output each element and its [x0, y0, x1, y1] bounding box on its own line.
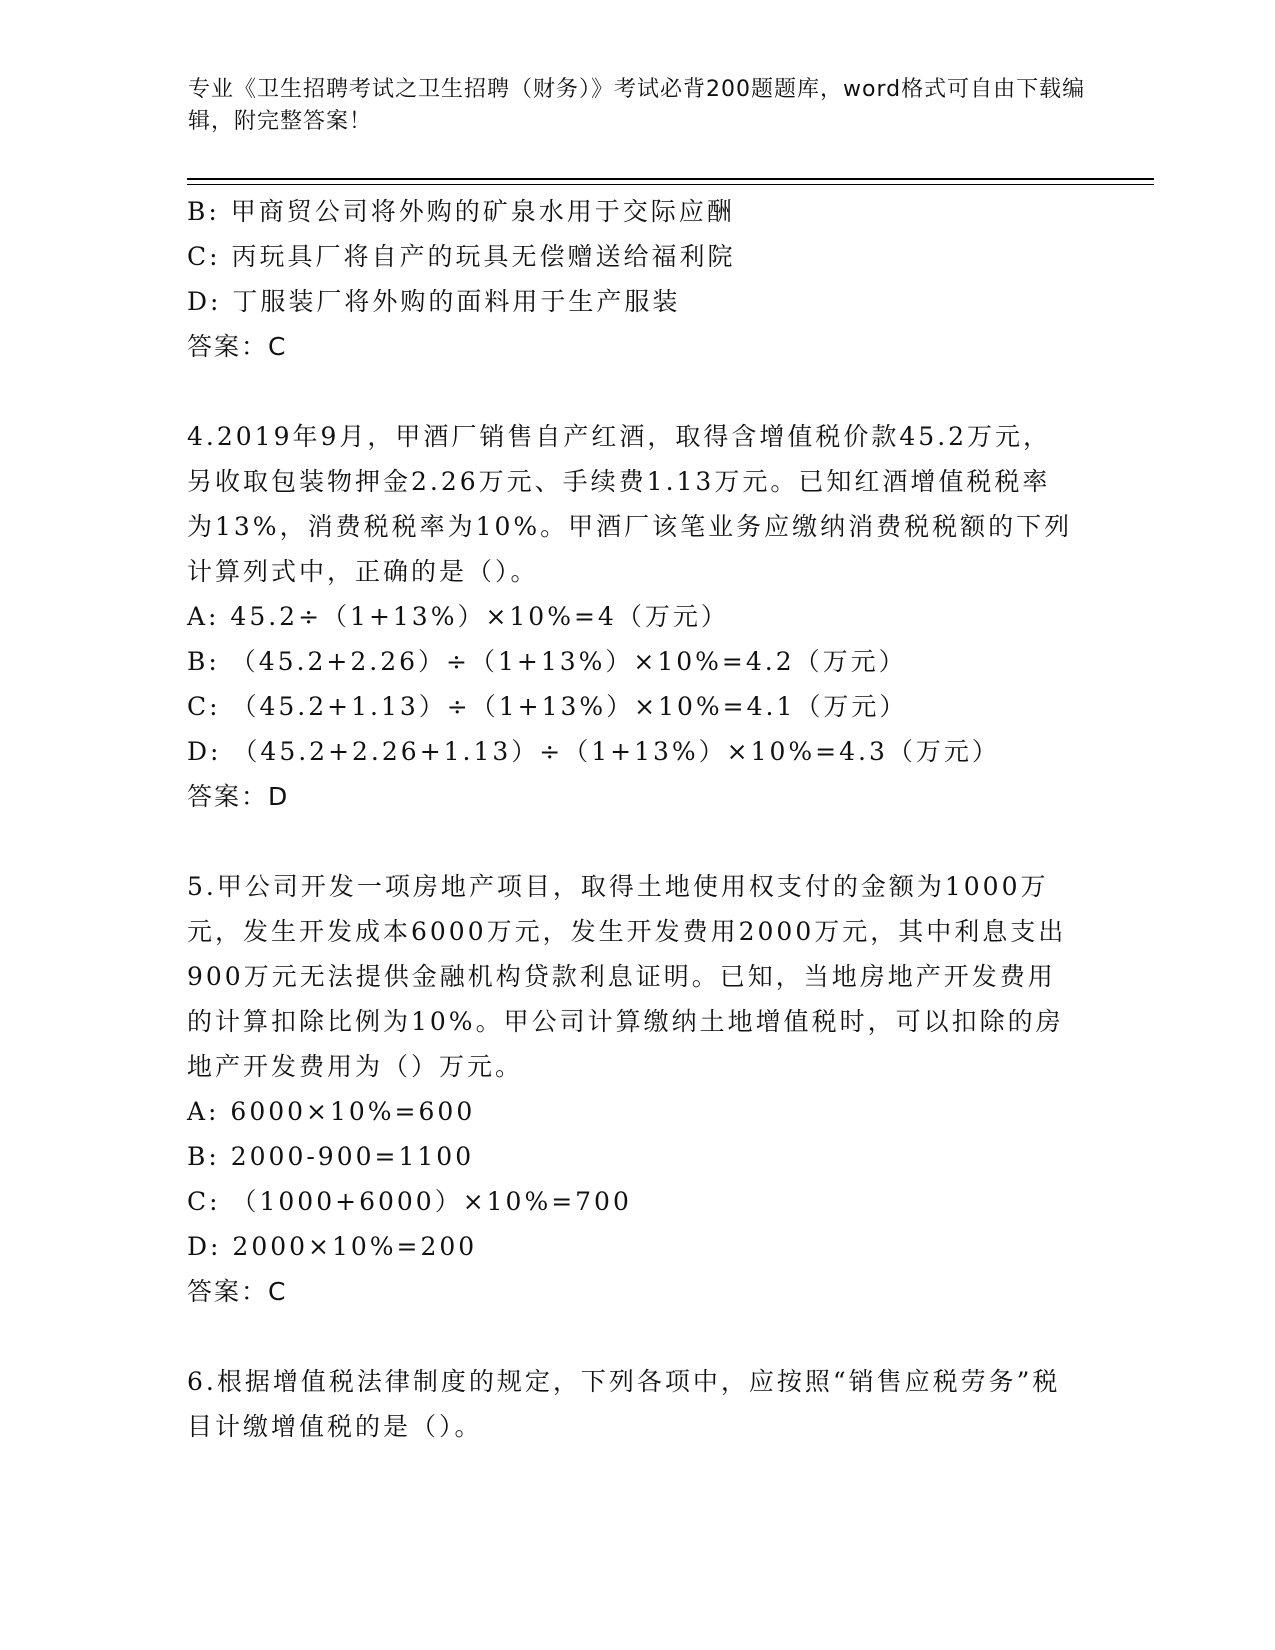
answer: 答案：D [187, 782, 290, 811]
question-text: 6.根据增值税法律制度的规定，下列各项中，应按照“销售应税劳务”税目计缴增值税的是（）。 [187, 1367, 1061, 1441]
answer: 答案：C [187, 1277, 288, 1306]
document-body [187, 189, 1087, 1449]
spacer [187, 1314, 1087, 1359]
option-a: A: 45.2÷（1+13%）×10%=4（万元） [187, 602, 729, 631]
option-c: C: 丙玩具厂将自产的玩具无偿赠送给福利院 [187, 242, 736, 271]
question-5 [187, 864, 1087, 1314]
option-b: B: 甲商贸公司将外购的矿泉水用于交际应酬 [187, 197, 735, 226]
option-c: C: （1000+6000）×10%=700 [187, 1187, 632, 1216]
header-rule-thin [187, 184, 1154, 185]
option-c: C: （45.2+1.13）÷（1+13%）×10%=4.1（万元） [187, 692, 908, 721]
answer: 答案：C [187, 332, 288, 361]
header-rule-thick [187, 178, 1154, 180]
spacer [187, 819, 1087, 864]
spacer [187, 369, 1087, 414]
option-d: D: （45.2+2.26+1.13）÷（1+13%）×10%=4.3（万元） [187, 737, 1000, 766]
option-b: B: 2000-900=1100 [187, 1142, 475, 1171]
option-a: A: 6000×10%=600 [187, 1097, 476, 1126]
question-4 [187, 414, 1087, 819]
question-text: 4.2019年9月，甲酒厂销售自产红酒，取得含增值税价款45.2万元，另收取包装物押金2.26万元、手续费1.13万元。已知红酒增值税税率为13%，消费税税率为10%。甲酒厂该笔业务应缴纳消费税税额的下列计算列式中，正确的是（）。 [187, 422, 1073, 586]
option-d: D: 丁服装厂将外购的面料用于生产服装 [187, 287, 681, 316]
option-b: B: （45.2+2.26）÷（1+13%）×10%=4.2（万元） [187, 647, 907, 676]
document-header: 专业《卫生招聘考试之卫生招聘（财务）》考试必背200题题库，word格式可自由下载编辑，附完整答案！ [188, 77, 1086, 134]
question-6 [187, 1359, 1087, 1449]
question-3-continued [187, 189, 1087, 369]
question-text: 5.甲公司开发一项房地产项目，取得土地使用权支付的金额为1000万元，发生开发成本6000万元，发生开发费用2000万元，其中利息支出900万元无法提供金融机构贷款利息证明。已知，当地房地产开发费用的计算扣除比例为10%。甲公司计算缴纳土地增值税时，可以扣除的房地产开发费用为（）万元。 [187, 872, 1067, 1081]
option-d: D: 2000×10%=200 [187, 1232, 478, 1261]
